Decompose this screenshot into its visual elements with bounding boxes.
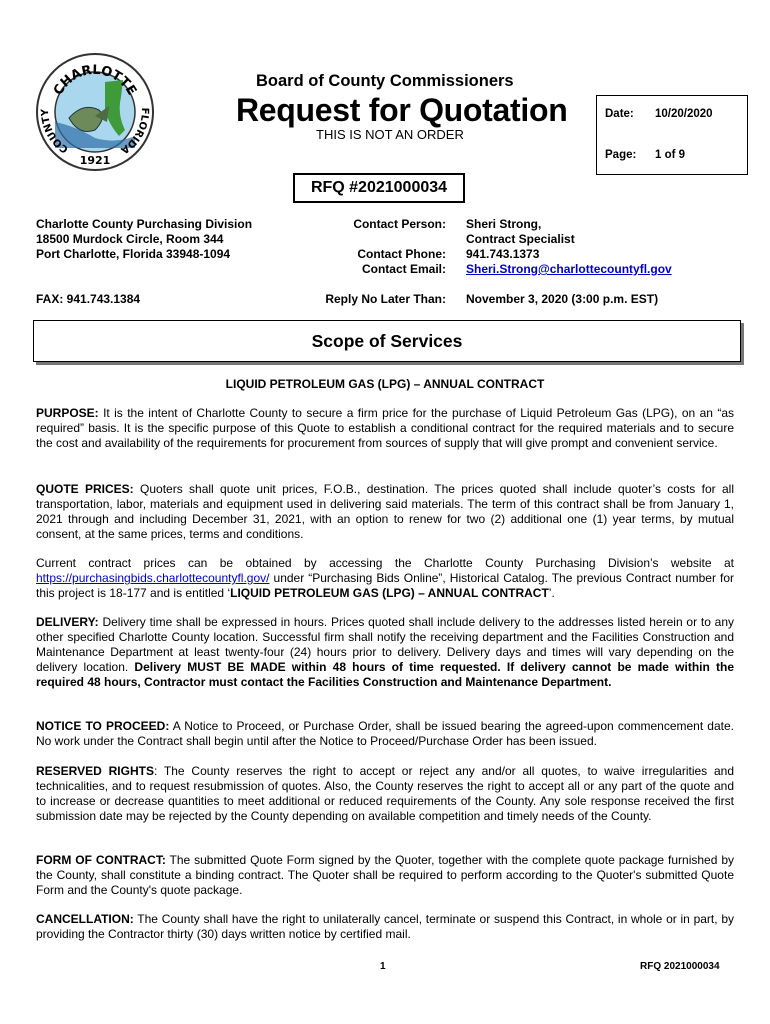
scope-of-services-heading: Scope of Services — [33, 320, 741, 362]
contact-values — [466, 217, 672, 277]
page-label: Page: — [605, 149, 637, 161]
footer-rfq-reference: RFQ 2021000034 — [640, 961, 720, 972]
purchasing-address — [36, 217, 252, 262]
current-prices-text: Current contract prices can be obtained by accessing the Charlotte County Purchasing Division’s website at — [36, 556, 734, 570]
contact-email-label: Contact Email: — [361, 262, 446, 276]
quote-prices-text: Quoters shall quote unit prices, F.O.B., destination. The prices quoted shall include quoter’s costs for all transportation, labor, materials and equipment used in delivering said materials. The term of this contract shall be from January 1, 2021 through and including December 31, 2021, with an option to renew for two (2) additional one (1) year terms, by mutual consent, at the same prices, terms and conditions. — [36, 482, 734, 541]
current-prices-paragraph — [36, 556, 734, 601]
not-an-order-note: THIS IS NOT AN ORDER — [316, 127, 464, 142]
reserved-heading: RESERVED RIGHTS — [36, 764, 154, 778]
contract-subtitle: LIQUID PETROLEUM GAS (LPG) – ANNUAL CONTRACT — [225, 377, 545, 391]
cancellation-paragraph — [36, 912, 734, 942]
notice-heading: NOTICE TO PROCEED: — [36, 719, 170, 733]
page-number: 1 — [380, 961, 386, 972]
date-label: Date: — [605, 108, 634, 120]
cancellation-text: The County shall have the right to unilaterally cancel, terminate or suspend this Contract, in whole or in part, by providing the Contractor thirty (30) days written notice by certified mail. — [36, 912, 734, 941]
page-value: 1 of 9 — [655, 149, 686, 161]
quote-prices-paragraph — [36, 482, 734, 542]
contact-phone-label: Contact Phone: — [357, 247, 446, 261]
notice-to-proceed-paragraph — [36, 719, 734, 749]
purpose-text: It is the intent of Charlotte County to secure a firm price for the purchase of Liquid Petroleum Gas (LPG), on an “as required” basis. It is the specific purpose of this Quote to establish a conditional contract for the required materials and to secure the cost and availability of the requirements for procurement from sources of supply that will give prompt and convenient service. — [36, 406, 734, 450]
seal-right-text: FLORIDA — [118, 107, 150, 156]
notice-text: A Notice to Proceed, or Purchase Order, shall be issued bearing the agreed-upon commencement date. No work under the Contract shall begin until after the Notice to Proceed/Purchase Order has been issued. — [36, 719, 734, 748]
delivery-text: Delivery time shall be expressed in hours. Prices quoted shall include delivery to the addresses listed herein or to any other specified Charlotte County location. Successful firm shall notify the receiving department and the Facilities Construction and Maintenance Department at least twenty-four (24) hours prior to delivery. Delivery days and times will vary depending on the delivery location. — [36, 615, 734, 674]
seal-top-text: CHARLOTTE — [50, 62, 140, 99]
reserved-rights-paragraph — [36, 764, 734, 824]
date-page-box — [596, 95, 748, 175]
address-line-3: Port Charlotte, Florida 33948-1094 — [36, 247, 231, 261]
date-value: 10/20/2020 — [655, 108, 713, 120]
previous-contract-title: LIQUID PETROLEUM GAS (LPG) – ANNUAL CONTRACT — [230, 586, 549, 600]
delivery-heading: DELIVERY: — [36, 615, 99, 629]
form-text: The submitted Quote Form signed by the Quoter, together with the complete quote package furnished by the County, shall constitute a binding contract. The Quoter shall be required to perform according to the Quoter's submitted Quote Form and the County's quote package. — [36, 853, 734, 897]
reserved-text: : The County reserves the right to accept or reject any and/or all quotes, to waive irregularities and technicalities, and to request resubmission of quotes. Also, the County reserves the right to accept all or any part of the quote and to increase or decrease quantities to meet additional or reduced requirements of the County. Any sole response received the first submission date may be rejected by the County depending on available competition and timely needs of the County. — [36, 764, 735, 823]
purpose-paragraph — [36, 406, 734, 451]
board-heading: Board of County Commissioners — [256, 72, 514, 90]
quote-prices-heading: QUOTE PRICES: — [36, 482, 134, 496]
purchasing-bids-link[interactable]: https://purchasingbids.charlottecountyfl.gov/ — [36, 571, 270, 585]
reply-label: Reply No Later Than: — [325, 292, 446, 306]
county-seal-logo — [35, 52, 155, 172]
seal-left-text: COUNTY — [39, 108, 71, 155]
page-title: Request for Quotation — [236, 92, 568, 128]
current-prices-end: ’. — [548, 586, 555, 600]
address-line-2: 18500 Murdock Circle, Room 344 — [36, 232, 224, 246]
rfq-number: RFQ #2021000034 — [293, 173, 465, 203]
seal-year: 1921 — [79, 154, 111, 167]
contact-email-link[interactable]: Sheri.Strong@charlottecountyfl.gov — [466, 262, 672, 276]
contact-labels — [300, 217, 446, 277]
contact-person-title: Contract Specialist — [466, 232, 575, 246]
purpose-heading: PURPOSE: — [36, 406, 99, 420]
fax-number: FAX: 941.743.1384 — [36, 292, 141, 306]
contact-person-name: Sheri Strong, — [466, 217, 542, 231]
form-heading: FORM OF CONTRACT: — [36, 853, 166, 867]
current-prices-text-2: under “Purchasing Bids Online”, Historical Catalog. The previous Contract number for this project is 18-177 and is entitled ‘ — [36, 571, 734, 600]
form-of-contract-paragraph — [36, 853, 734, 898]
contact-phone: 941.743.1373 — [466, 247, 540, 261]
reply-deadline: November 3, 2020 (3:00 p.m. EST) — [466, 292, 659, 306]
delivery-paragraph — [36, 615, 734, 690]
cancellation-heading: CANCELLATION: — [36, 912, 134, 926]
address-line-1: Charlotte County Purchasing Division — [36, 217, 253, 231]
contact-person-label: Contact Person: — [353, 217, 446, 231]
delivery-requirement: Delivery MUST BE MADE within 48 hours of time requested. If delivery cannot be made within the required 48 hours, Contractor must contact the Facilities Construction and Maintenance Department. — [36, 660, 734, 689]
